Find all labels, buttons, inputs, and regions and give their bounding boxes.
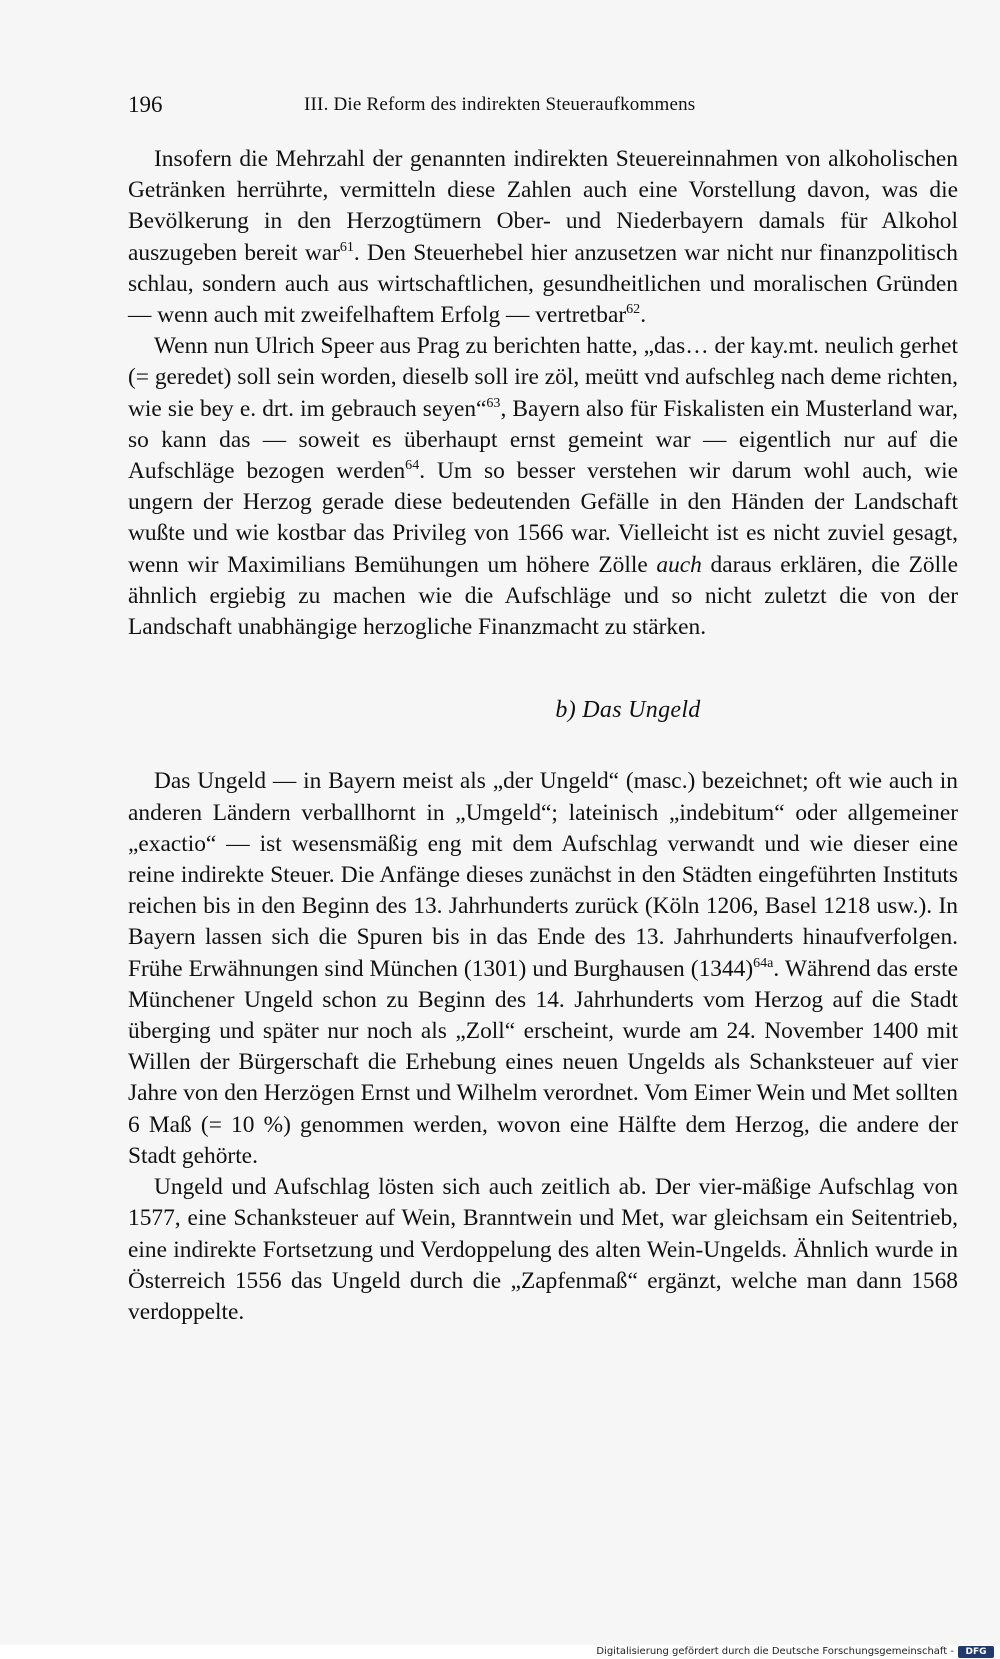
paragraph-3 [128, 766, 958, 1172]
section-heading: b) Das Ungeld [555, 697, 701, 724]
digitization-footer [0, 1645, 1000, 1659]
footer-credit: Digitalisierung gefördert durch die Deutsche Forschungsgemeinschaft - [596, 1646, 954, 1657]
page-number: 196 [128, 92, 163, 117]
paragraph-3-text-b: . Während das erste Münchener Ungeld schon zu Beginn des 14. Jahrhunderts vom Herzog auf die Stadt überging und später nur noch als „Zoll“ erscheint, wurde am 24. November 1400 mit Willen der Bürgerschaft die Erhebung eines neuen Ungelds als Schanksteuer auf vier Jahre von den Herzögen Ernst und Wilhelm verordnet. Vom Eimer Wein und Met sollten 6 Maß (= 10 %) genommen werden, wovon eine Hälfte dem Herzog, die andere der Stadt gehörte. [128, 955, 958, 1169]
paragraph-2-text-c: . Um so besser verstehen wir darum wohl auch, wie ungern der Herzog gerade diese bedeutenden Gefälle in den Händen der Landschaft wußte und wie kostbar das Privileg von 1566 war. Vielleicht ist es nicht zuviel gesagt, wenn wir Maximilians Bemühungen um höhere Zölle [128, 458, 958, 578]
paragraph-2 [128, 331, 958, 643]
footnote-ref-61: 61 [339, 238, 354, 255]
footnote-ref-64a: 64a [753, 954, 774, 971]
page-header [128, 92, 818, 126]
body-text [128, 144, 958, 1328]
emphasis-auch: auch [656, 551, 702, 578]
paragraph-3-text-a: Das Ungeld — in Bayern meist als „der Ungeld“ (masc.) bezeichnet; oft wie auch in anderen Ländern verballhornt in „Umgeld“; lateinisch „indebitum“ oder allgemeiner „exactio“ — ist wesensmäßig eng mit dem Aufschlag verwandt und wie dieser eine reine indirekte Steuer. Die Anfänge dieses zunächst in den Städten eingeführten Instituts reichen bis in den Beginn des 13. Jahrhunderts zurück (Köln 1206, Basel 1218 usw.). In Bayern lassen sich die Spuren bis in das Ende des 13. Jahrhunderts hinaufverfolgen. Frühe Erwähnungen sind München (1301) und Burghausen (1344) [128, 768, 958, 982]
paragraph-2-text-a: Wenn nun Ulrich Speer aus Prag zu berichten hatte, „das… der kay.mt. neulich gerhet (= geredet) soll sein worden, dieselb soll ire zöl, meütt vnd aufschleg nach deme richten, wie sie bey e. drt. im gebrauch seyen“ [128, 333, 958, 422]
footnote-ref-63: 63 [486, 394, 501, 411]
footnote-ref-64: 64 [405, 457, 420, 474]
paragraph-1-text-b: . Den Steuerhebel hier anzusetzen war nicht nur finanzpolitisch schlau, sondern auch aus wirtschaftlichen, gesundheitlichen und moralischen Gründen — wenn auch mit zweifelhaftem Erfolg — vertretbar [128, 239, 958, 329]
paragraph-2-text-b: , Bayern also für Fiskalisten ein Musterland war, so kann das — soweit es überhaupt ernst gemeint war — eigentlich nur auf die Aufschläge bezogen werden [128, 395, 958, 485]
paragraph-2-text-d: daraus erklären, die Zölle ähnlich ergiebig zu machen wie die Aufschläge und so nicht zuletzt die von der Landschaft unabhängige herzogliche Finanzmacht zu stärken. [128, 551, 958, 641]
dfg-logo-icon: DFG [958, 1646, 994, 1658]
paragraph-1-text-c: . [640, 302, 647, 329]
running-head: III. Die Reform des indirekten Steueraufkommens [304, 94, 696, 115]
paragraph-4: Ungeld und Aufschlag lösten sich auch zeitlich ab. Der vier-mäßige Aufschlag von 1577, eine Schanksteuer auf Wein, Branntwein und Met, war gleichsam ein Seitentrieb, eine indirekte Fortsetzung und Verdoppelung des alten Wein-Ungelds. Ähnlich wurde in Österreich 1556 das Ungeld durch die „Zapfenmaß“ ergänzt, welche man dann 1568 verdoppelte. [128, 1174, 958, 1325]
footnote-ref-62: 62 [626, 301, 641, 318]
paragraph-1-text-a: Insofern die Mehrzahl der genannten indirekten Steuereinnahmen von alkoholischen Getränken herrührte, vermitteln diese Zahlen auch eine Vorstellung davon, was die Bevölkerung in den Herzogtümern Ober- und Niederbayern damals für Alkohol auszugeben bereit war [128, 146, 958, 266]
paragraph-1 [128, 144, 958, 331]
